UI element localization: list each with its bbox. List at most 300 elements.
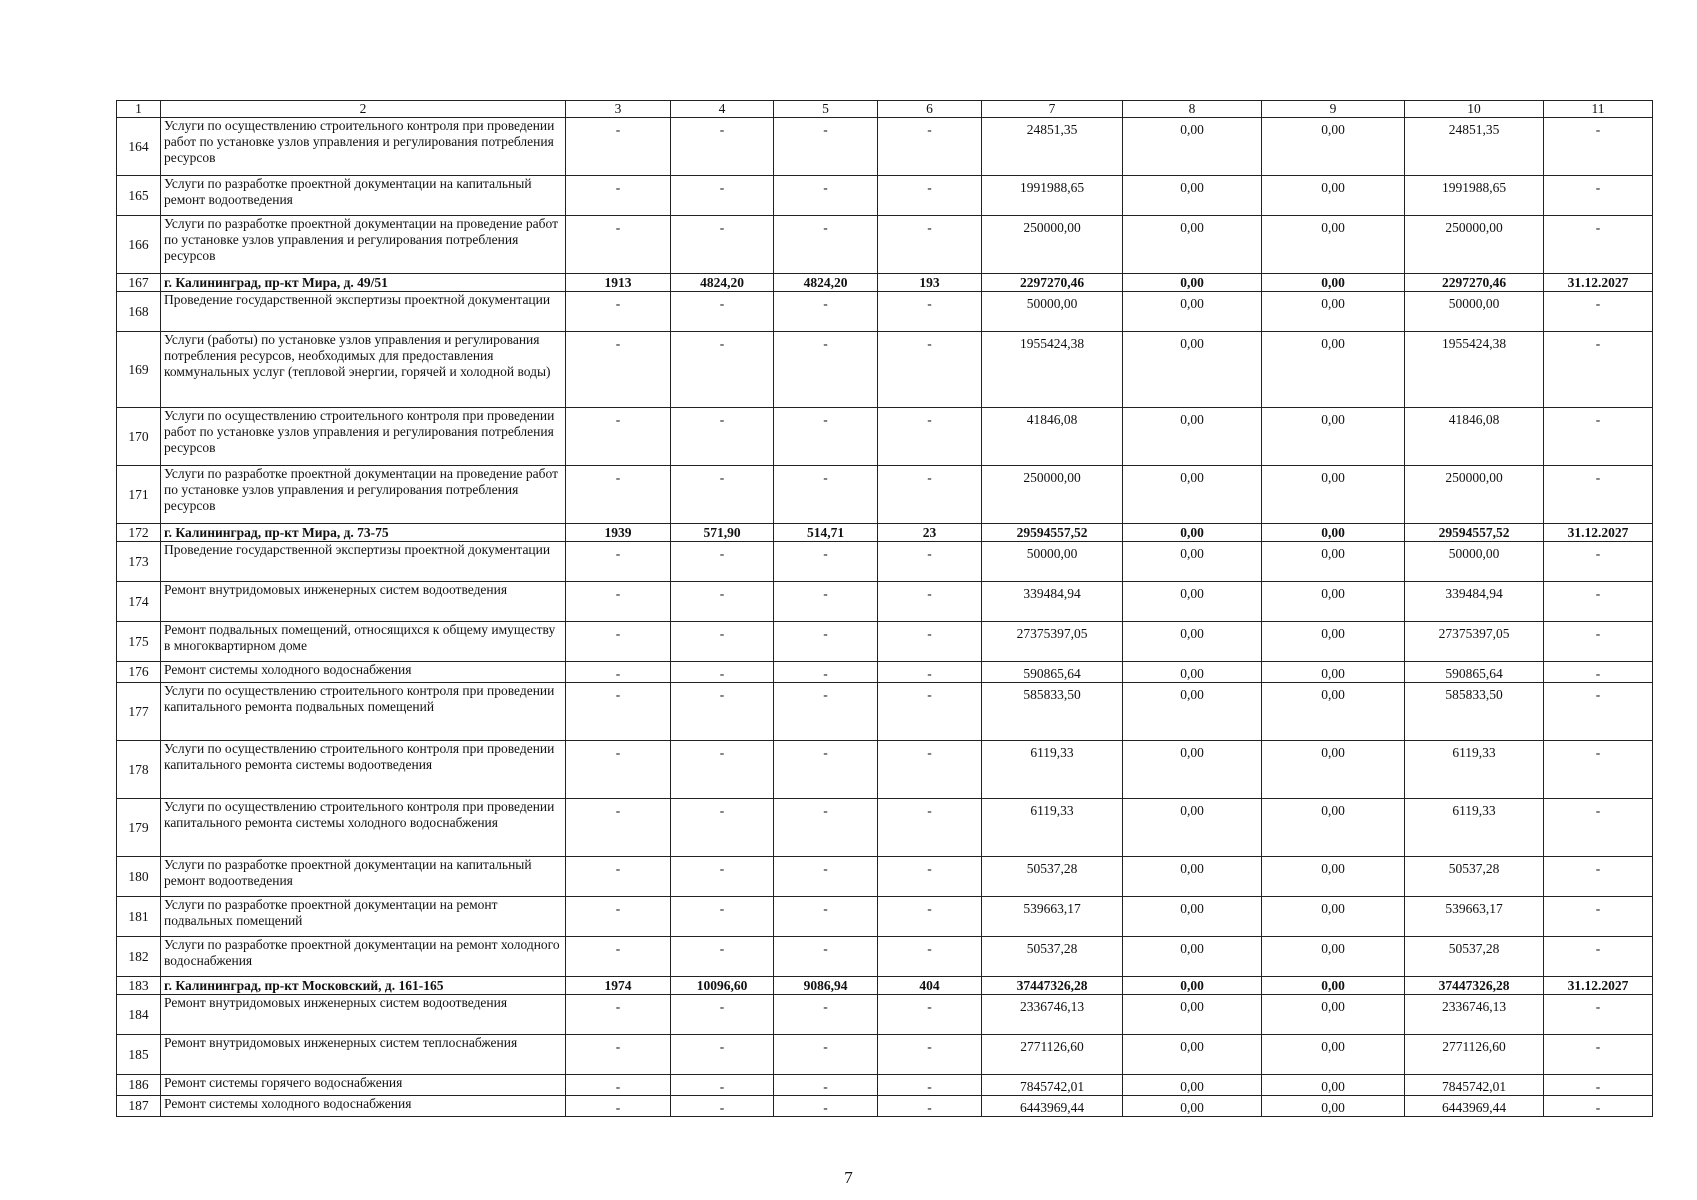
col-3-value: 1913 [566,274,671,292]
row-number: 178 [117,741,161,799]
col-3-value: - [566,683,671,741]
table-row [117,1096,1653,1117]
col-6-value: - [878,1096,982,1117]
col-3-value: 1974 [566,977,671,995]
address-row [117,274,1653,292]
col-5-value: 514,71 [774,524,878,542]
col-6-value: - [878,176,982,216]
col-3-value: - [566,995,671,1035]
col-10-value: 250000,00 [1405,216,1544,274]
work-name: Услуги по разработке проектной документации на ремонт подвальных помещений [161,897,566,937]
col-9-value: 0,00 [1262,176,1405,216]
col-3-value: - [566,1075,671,1096]
col-4-value: 571,90 [671,524,774,542]
col-3-value: - [566,662,671,683]
col-8-value: 0,00 [1123,799,1262,857]
col-7-total-cost: 6443969,44 [982,1096,1123,1117]
col-6-value: - [878,662,982,683]
col-9-value: 0,00 [1262,408,1405,466]
col-3-value: - [566,937,671,977]
col-9-value: 0,00 [1262,582,1405,622]
col-11-deadline: - [1544,683,1653,741]
work-name: г. Калининград, пр-кт Мира, д. 49/51 [161,274,566,292]
col-4-value: - [671,662,774,683]
table-row [117,216,1653,274]
col-8-value: 0,00 [1123,662,1262,683]
column-number-9: 9 [1262,101,1405,118]
col-7-total-cost: 6119,33 [982,741,1123,799]
row-number: 186 [117,1075,161,1096]
col-10-value: 29594557,52 [1405,524,1544,542]
col-11-deadline: - [1544,1075,1653,1096]
row-number: 187 [117,1096,161,1117]
col-3-value: - [566,582,671,622]
work-name: Проведение государственной экспертизы проектной документации [161,292,566,332]
col-5-value: - [774,799,878,857]
col-3-value: - [566,799,671,857]
col-4-value: 4824,20 [671,274,774,292]
col-5-value: - [774,683,878,741]
col-11-deadline: - [1544,292,1653,332]
col-5-value: - [774,582,878,622]
col-5-value: - [774,332,878,408]
col-8-value: 0,00 [1123,216,1262,274]
row-number: 166 [117,216,161,274]
work-name: Услуги по осуществлению строительного контроля при проведении капитального ремонта системы водоотведения [161,741,566,799]
col-6-value: - [878,216,982,274]
row-number: 180 [117,857,161,897]
table-row [117,857,1653,897]
col-7-total-cost: 2771126,60 [982,1035,1123,1075]
row-number: 185 [117,1035,161,1075]
col-11-deadline: - [1544,332,1653,408]
col-9-value: 0,00 [1262,524,1405,542]
work-name: Услуги по осуществлению строительного контроля при проведении работ по установке узлов управления и регулирования потребления ресурсов [161,408,566,466]
col-4-value: - [671,216,774,274]
col-10-value: 50000,00 [1405,542,1544,582]
col-3-value: - [566,542,671,582]
work-name: Проведение государственной экспертизы проектной документации [161,542,566,582]
row-number: 182 [117,937,161,977]
col-6-value: 23 [878,524,982,542]
col-3-value: - [566,1096,671,1117]
col-8-value: 0,00 [1123,274,1262,292]
column-number-4: 4 [671,101,774,118]
col-6-value: - [878,118,982,176]
col-9-value: 0,00 [1262,292,1405,332]
col-9-value: 0,00 [1262,1075,1405,1096]
work-name: Услуги по разработке проектной документации на проведение работ по установке узлов управления и регулирования потребления ресурсов [161,466,566,524]
col-8-value: 0,00 [1123,937,1262,977]
row-number: 167 [117,274,161,292]
col-5-value: - [774,1075,878,1096]
column-number-1: 1 [117,101,161,118]
col-11-deadline: - [1544,408,1653,466]
work-name: Ремонт системы холодного водоснабжения [161,662,566,683]
col-11-deadline: - [1544,897,1653,937]
col-10-value: 37447326,28 [1405,977,1544,995]
col-4-value: - [671,741,774,799]
col-8-value: 0,00 [1123,683,1262,741]
col-3-value: - [566,466,671,524]
col-7-total-cost: 539663,17 [982,897,1123,937]
work-name: Услуги по осуществлению строительного контроля при проведении капитального ремонта подвальных помещений [161,683,566,741]
col-4-value: 10096,60 [671,977,774,995]
work-name: Ремонт внутридомовых инженерных систем водоотведения [161,582,566,622]
col-10-value: 6119,33 [1405,799,1544,857]
table-row [117,466,1653,524]
col-11-deadline: - [1544,937,1653,977]
col-9-value: 0,00 [1262,683,1405,741]
row-number: 181 [117,897,161,937]
col-3-value: - [566,216,671,274]
col-10-value: 339484,94 [1405,582,1544,622]
col-7-total-cost: 29594557,52 [982,524,1123,542]
row-number: 170 [117,408,161,466]
column-number-5: 5 [774,101,878,118]
col-8-value: 0,00 [1123,524,1262,542]
col-8-value: 0,00 [1123,995,1262,1035]
row-number: 183 [117,977,161,995]
col-10-value: 27375397,05 [1405,622,1544,662]
col-5-value: - [774,1035,878,1075]
col-9-value: 0,00 [1262,857,1405,897]
work-name: Услуги по разработке проектной документации на проведение работ по установке узлов управления и регулирования потребления ресурсов [161,216,566,274]
col-5-value: - [774,292,878,332]
col-7-total-cost: 1955424,38 [982,332,1123,408]
col-4-value: - [671,937,774,977]
col-3-value: - [566,622,671,662]
column-number-2: 2 [161,101,566,118]
col-9-value: 0,00 [1262,332,1405,408]
table-row [117,741,1653,799]
row-number: 175 [117,622,161,662]
work-name: Ремонт внутридомовых инженерных систем теплоснабжения [161,1035,566,1075]
work-name: г. Калининград, пр-кт Московский, д. 161-165 [161,977,566,995]
table-row [117,332,1653,408]
col-5-value: - [774,176,878,216]
col-7-total-cost: 250000,00 [982,216,1123,274]
col-10-value: 250000,00 [1405,466,1544,524]
work-name: Ремонт подвальных помещений, относящихся к общему имуществу в многоквартирном доме [161,622,566,662]
col-10-value: 50537,28 [1405,937,1544,977]
work-name: Услуги по разработке проектной документации на капитальный ремонт водоотведения [161,857,566,897]
col-4-value: - [671,857,774,897]
col-10-value: 2336746,13 [1405,995,1544,1035]
work-name: Услуги по разработке проектной документации на ремонт холодного водоснабжения [161,937,566,977]
column-number-10: 10 [1405,101,1544,118]
col-6-value: - [878,408,982,466]
col-6-value: 193 [878,274,982,292]
row-number: 165 [117,176,161,216]
col-5-value: 9086,94 [774,977,878,995]
col-11-deadline: - [1544,466,1653,524]
table-row [117,799,1653,857]
col-5-value: - [774,662,878,683]
column-number-3: 3 [566,101,671,118]
row-number: 184 [117,995,161,1035]
table-row [117,582,1653,622]
col-8-value: 0,00 [1123,622,1262,662]
col-6-value: - [878,466,982,524]
col-8-value: 0,00 [1123,897,1262,937]
col-11-deadline: - [1544,542,1653,582]
col-8-value: 0,00 [1123,741,1262,799]
col-10-value: 41846,08 [1405,408,1544,466]
col-9-value: 0,00 [1262,977,1405,995]
col-4-value: - [671,332,774,408]
col-10-value: 2297270,46 [1405,274,1544,292]
col-3-value: - [566,176,671,216]
col-3-value: - [566,857,671,897]
col-4-value: - [671,683,774,741]
col-11-deadline: 31.12.2027 [1544,977,1653,995]
col-11-deadline: - [1544,799,1653,857]
col-4-value: - [671,1035,774,1075]
col-11-deadline: - [1544,857,1653,897]
col-10-value: 590865,64 [1405,662,1544,683]
col-6-value: - [878,937,982,977]
col-3-value: 1939 [566,524,671,542]
col-9-value: 0,00 [1262,897,1405,937]
work-name: Услуги по осуществлению строительного контроля при проведении капитального ремонта системы холодного водоснабжения [161,799,566,857]
col-3-value: - [566,408,671,466]
col-4-value: - [671,292,774,332]
col-11-deadline: - [1544,662,1653,683]
address-row [117,524,1653,542]
page-number: 7 [844,1168,853,1187]
work-name: Ремонт внутридомовых инженерных систем водоотведения [161,995,566,1035]
col-4-value: - [671,1075,774,1096]
col-9-value: 0,00 [1262,995,1405,1035]
col-8-value: 0,00 [1123,1035,1262,1075]
col-10-value: 24851,35 [1405,118,1544,176]
col-4-value: - [671,176,774,216]
col-9-value: 0,00 [1262,118,1405,176]
col-3-value: - [566,118,671,176]
col-7-total-cost: 37447326,28 [982,977,1123,995]
col-8-value: 0,00 [1123,292,1262,332]
col-11-deadline: 31.12.2027 [1544,274,1653,292]
col-11-deadline: - [1544,118,1653,176]
col-6-value: - [878,582,982,622]
col-9-value: 0,00 [1262,937,1405,977]
col-10-value: 6119,33 [1405,741,1544,799]
col-8-value: 0,00 [1123,582,1262,622]
col-7-total-cost: 250000,00 [982,466,1123,524]
col-4-value: - [671,799,774,857]
col-7-total-cost: 50537,28 [982,937,1123,977]
table-row [117,542,1653,582]
col-7-total-cost: 7845742,01 [982,1075,1123,1096]
col-11-deadline: - [1544,216,1653,274]
col-8-value: 0,00 [1123,332,1262,408]
col-7-total-cost: 1991988,65 [982,176,1123,216]
col-6-value: - [878,1035,982,1075]
col-4-value: - [671,897,774,937]
col-10-value: 1955424,38 [1405,332,1544,408]
col-5-value: - [774,897,878,937]
col-5-value: 4824,20 [774,274,878,292]
row-number: 174 [117,582,161,622]
col-4-value: - [671,622,774,662]
col-4-value: - [671,466,774,524]
col-10-value: 50000,00 [1405,292,1544,332]
col-5-value: - [774,1096,878,1117]
col-11-deadline: - [1544,622,1653,662]
row-number: 168 [117,292,161,332]
col-9-value: 0,00 [1262,1035,1405,1075]
col-8-value: 0,00 [1123,1075,1262,1096]
col-11-deadline: 31.12.2027 [1544,524,1653,542]
table-row [117,897,1653,937]
col-3-value: - [566,1035,671,1075]
col-4-value: - [671,995,774,1035]
row-number: 164 [117,118,161,176]
col-10-value: 1991988,65 [1405,176,1544,216]
col-9-value: 0,00 [1262,741,1405,799]
work-name: Ремонт системы горячего водоснабжения [161,1075,566,1096]
col-6-value: - [878,292,982,332]
col-9-value: 0,00 [1262,1096,1405,1117]
col-10-value: 50537,28 [1405,857,1544,897]
repair-register-table [116,100,1653,1117]
col-7-total-cost: 50000,00 [982,542,1123,582]
col-6-value: - [878,683,982,741]
table-row [117,118,1653,176]
row-number: 176 [117,662,161,683]
table-row [117,408,1653,466]
col-11-deadline: - [1544,1096,1653,1117]
col-11-deadline: - [1544,176,1653,216]
col-4-value: - [671,408,774,466]
col-7-total-cost: 2336746,13 [982,995,1123,1035]
col-9-value: 0,00 [1262,274,1405,292]
col-7-total-cost: 339484,94 [982,582,1123,622]
col-10-value: 6443969,44 [1405,1096,1544,1117]
col-8-value: 0,00 [1123,542,1262,582]
work-name: г. Калининград, пр-кт Мира, д. 73-75 [161,524,566,542]
col-8-value: 0,00 [1123,408,1262,466]
table-row [117,1035,1653,1075]
column-number-6: 6 [878,101,982,118]
col-6-value: - [878,622,982,662]
column-number-11: 11 [1544,101,1653,118]
col-7-total-cost: 6119,33 [982,799,1123,857]
col-7-total-cost: 50000,00 [982,292,1123,332]
col-5-value: - [774,118,878,176]
col-5-value: - [774,622,878,662]
table-row [117,1075,1653,1096]
col-7-total-cost: 41846,08 [982,408,1123,466]
col-11-deadline: - [1544,995,1653,1035]
col-8-value: 0,00 [1123,1096,1262,1117]
col-7-total-cost: 590865,64 [982,662,1123,683]
col-5-value: - [774,466,878,524]
col-6-value: - [878,1075,982,1096]
col-11-deadline: - [1544,741,1653,799]
col-8-value: 0,00 [1123,176,1262,216]
address-row [117,977,1653,995]
col-8-value: 0,00 [1123,857,1262,897]
col-6-value: 404 [878,977,982,995]
work-name: Услуги (работы) по установке узлов управления и регулирования потребления ресурсов, необходимых для предоставления коммунальных услуг (тепловой энергии, горячей и холодной воды) [161,332,566,408]
col-5-value: - [774,542,878,582]
col-11-deadline: - [1544,582,1653,622]
work-name: Услуги по осуществлению строительного контроля при проведении работ по установке узлов управления и регулирования потребления ресурсов [161,118,566,176]
col-6-value: - [878,542,982,582]
col-6-value: - [878,332,982,408]
col-7-total-cost: 27375397,05 [982,622,1123,662]
table-row [117,622,1653,662]
column-number-8: 8 [1123,101,1262,118]
row-number: 179 [117,799,161,857]
table-row [117,662,1653,683]
col-9-value: 0,00 [1262,622,1405,662]
column-number-header-row [117,101,1653,118]
col-11-deadline: - [1544,1035,1653,1075]
row-number: 177 [117,683,161,741]
table-row [117,683,1653,741]
col-6-value: - [878,857,982,897]
row-number: 171 [117,466,161,524]
table-row [117,292,1653,332]
row-number: 172 [117,524,161,542]
col-4-value: - [671,542,774,582]
table-row [117,937,1653,977]
col-8-value: 0,00 [1123,977,1262,995]
col-8-value: 0,00 [1123,466,1262,524]
col-3-value: - [566,332,671,408]
col-6-value: - [878,799,982,857]
column-number-7: 7 [982,101,1123,118]
col-10-value: 2771126,60 [1405,1035,1544,1075]
register-sheet [116,100,1652,1117]
col-4-value: - [671,1096,774,1117]
col-7-total-cost: 24851,35 [982,118,1123,176]
col-5-value: - [774,216,878,274]
col-6-value: - [878,897,982,937]
col-10-value: 585833,50 [1405,683,1544,741]
col-6-value: - [878,741,982,799]
col-7-total-cost: 585833,50 [982,683,1123,741]
col-3-value: - [566,292,671,332]
col-3-value: - [566,741,671,799]
col-7-total-cost: 50537,28 [982,857,1123,897]
col-8-value: 0,00 [1123,118,1262,176]
table-row [117,176,1653,216]
col-5-value: - [774,857,878,897]
col-9-value: 0,00 [1262,216,1405,274]
col-5-value: - [774,937,878,977]
col-5-value: - [774,408,878,466]
col-10-value: 539663,17 [1405,897,1544,937]
col-3-value: - [566,897,671,937]
col-6-value: - [878,995,982,1035]
row-number: 173 [117,542,161,582]
row-number: 169 [117,332,161,408]
work-name: Ремонт системы холодного водоснабжения [161,1096,566,1117]
table-row [117,995,1653,1035]
work-name: Услуги по разработке проектной документации на капитальный ремонт водоотведения [161,176,566,216]
col-9-value: 0,00 [1262,662,1405,683]
col-9-value: 0,00 [1262,542,1405,582]
col-9-value: 0,00 [1262,466,1405,524]
col-5-value: - [774,741,878,799]
col-7-total-cost: 2297270,46 [982,274,1123,292]
col-5-value: - [774,995,878,1035]
col-4-value: - [671,118,774,176]
